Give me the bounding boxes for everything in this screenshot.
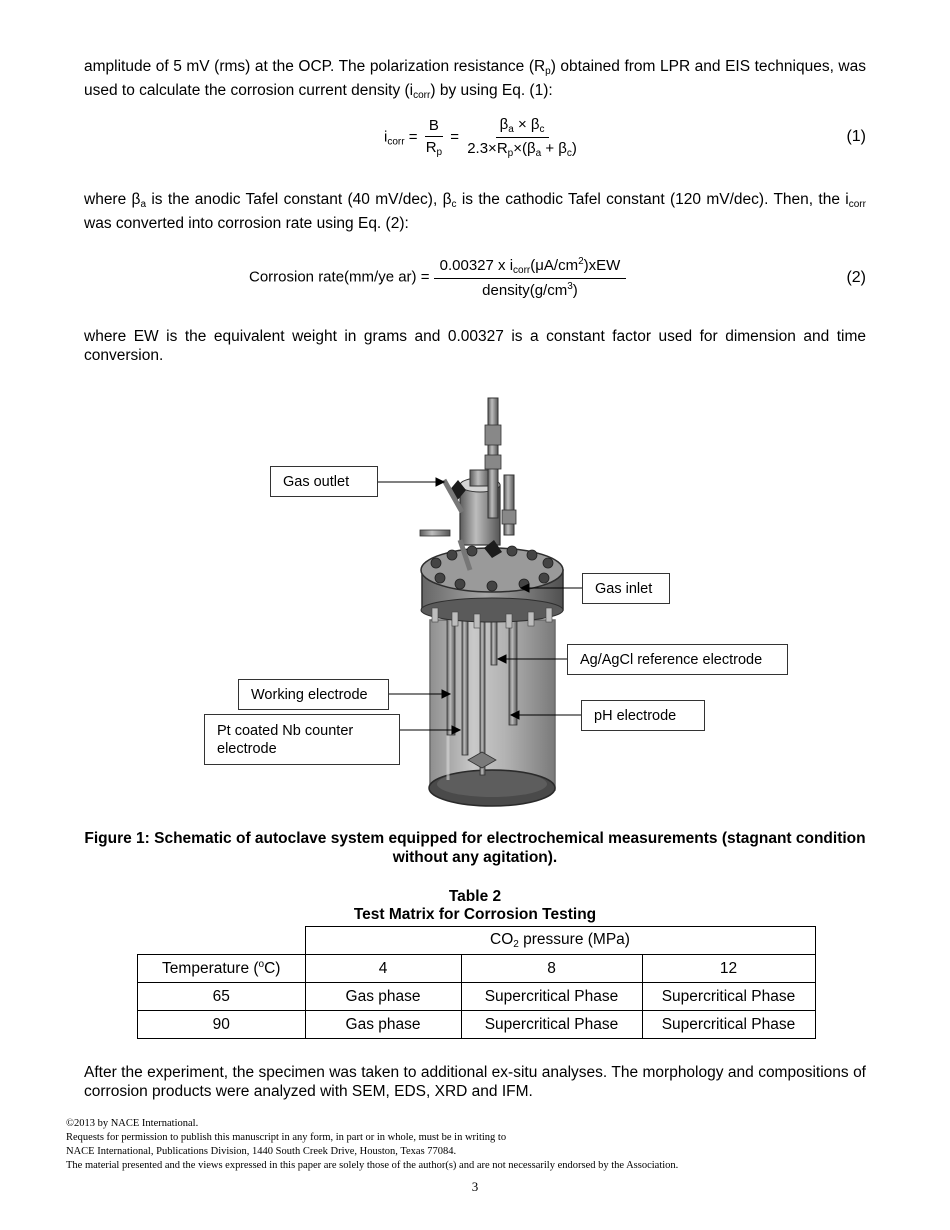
label-counter-electrode (204, 714, 400, 765)
eq-subscript: a (508, 124, 514, 135)
eq-text: β (499, 116, 509, 133)
eq-text: = (408, 128, 418, 146)
table-cell: Supercritical Phase (461, 983, 642, 1011)
page-number: 3 (471, 1179, 479, 1194)
empty-cell (138, 927, 306, 955)
temperature-header (138, 955, 306, 983)
fraction-b-over-rp (422, 117, 446, 158)
text: where β (84, 191, 141, 208)
eq-denominator (478, 279, 582, 299)
top-fittings (420, 398, 516, 570)
eq-text: 2.3×R (467, 140, 508, 157)
label-reference-electrode: Ag/AgCl reference electrode (567, 644, 788, 675)
eq-subscript: p (507, 148, 514, 159)
eq-text: 0.00327 x i (439, 257, 514, 274)
table-row (138, 955, 816, 983)
text: ) obtained from LPR and EIS techniques, was used to calculate the corrosion current density (i (84, 58, 866, 99)
text: Temperature ( (162, 960, 259, 977)
label-working-electrode: Working electrode (238, 679, 389, 710)
table-row (138, 927, 816, 955)
table-row (138, 1011, 816, 1039)
paragraph-analysis: After the experiment, the specimen was taken to additional ex-situ analyses. The morphology and compositions of corrosion products were analyzed with SEM, EDS, XRD and IFM. (84, 1064, 866, 1100)
subscript: a (140, 199, 147, 210)
test-matrix-table (137, 926, 816, 1039)
table-title: Table 2 (448, 888, 502, 905)
eq-text: × β (513, 116, 540, 133)
table-cell: Supercritical Phase (461, 1011, 642, 1039)
autoclave-figure (0, 380, 950, 815)
eq-text: density(g/cm (482, 282, 568, 299)
eq-text: = (450, 128, 460, 146)
subscript: corr (413, 90, 431, 101)
eq-text: Corrosion rate(mm/ye ar) = (249, 268, 430, 286)
eq-superscript: 3 (567, 281, 573, 292)
paragraph-ew: where EW is the equivalent weight in grams and 0.00327 is a constant factor used for dimension and time conversion. (84, 328, 866, 364)
eq-numerator: B (425, 117, 443, 137)
table-row (138, 983, 816, 1011)
text: C) (264, 960, 281, 977)
text: is the cathodic Tafel constant (120 mV/dec). Then, the i (456, 191, 849, 208)
fraction-tafel (463, 116, 581, 159)
subscript: c (451, 199, 457, 210)
footer-copyright: ©2013 by NACE International. (66, 1118, 199, 1129)
label-line: electrode (217, 740, 277, 757)
eq-text: ×(β (513, 140, 536, 157)
pressure-value: 8 (461, 955, 642, 983)
footer-disclaimer: The material presented and the views expressed in this paper are solely those of the author(s) and are not necessarily endorsed by the Association. (66, 1160, 679, 1171)
footer-address: NACE International, Publications Division, 1440 South Creek Drive, Houston, Texas 77084. (66, 1146, 457, 1157)
text: is the anodic Tafel constant (40 mV/dec), β (146, 191, 452, 208)
text: ) by using Eq. (1): (430, 82, 553, 99)
eq-numerator (496, 116, 549, 138)
eq-subscript: c (539, 124, 545, 135)
autoclave-head (421, 546, 563, 628)
eq-subscript: a (535, 148, 542, 159)
eq-text: + β (541, 140, 567, 157)
eq-text: i (384, 128, 388, 146)
eq-text: ) (572, 282, 578, 299)
eq-superscript: 2 (578, 256, 584, 267)
eq-subscript: p (436, 147, 443, 158)
table-cell: Gas phase (305, 1011, 461, 1039)
eq-text: (μA/cm (530, 257, 579, 274)
text: pressure (MPa) (518, 931, 630, 948)
eq-denominator (463, 138, 581, 159)
equation-2 (249, 256, 626, 299)
eq-text: )xEW (583, 257, 621, 274)
table-subtitle: Test Matrix for Corrosion Testing (353, 906, 597, 923)
equation-1 (384, 116, 581, 159)
eq-numerator (434, 256, 627, 279)
eq-denominator (422, 137, 446, 158)
eq-subscript: corr (387, 136, 405, 148)
text: amplitude of 5 mV (rms) at the OCP. The polarization resistance (R (84, 58, 546, 75)
subscript: corr (848, 199, 866, 210)
temperature-value: 65 (138, 983, 306, 1011)
subscript: p (545, 66, 551, 77)
eq-subscript: corr (513, 265, 531, 276)
figure-caption: Figure 1: Schematic of autoclave system equipped for electrochemical measurements (stagnant condition without any agitation). (84, 830, 866, 866)
table-cell: Gas phase (305, 983, 461, 1011)
fraction-corrosion-rate (434, 256, 627, 299)
pressure-value: 4 (305, 955, 461, 983)
subscript: 2 (513, 939, 519, 950)
superscript: o (258, 959, 265, 970)
text: was converted into corrosion rate using Eq. (2): (84, 215, 409, 232)
temperature-value: 90 (138, 1011, 306, 1039)
paragraph-tafel (84, 190, 866, 233)
table-cell: Supercritical Phase (642, 983, 815, 1011)
label-line: Pt coated Nb counter (217, 722, 354, 739)
footer-permissions: Requests for permission to publish this manuscript in any form, in part or in whole, must be in writing to (66, 1132, 507, 1143)
equation-1-number: (1) (846, 128, 866, 145)
label-gas-outlet: Gas outlet (270, 466, 378, 497)
eq-text: R (425, 139, 437, 156)
table-cell: Supercritical Phase (642, 1011, 815, 1039)
pressure-header (305, 927, 815, 955)
pressure-value: 12 (642, 955, 815, 983)
eq-text: ) (571, 140, 577, 157)
eq-subscript: c (566, 148, 572, 159)
label-ph-electrode: pH electrode (581, 700, 705, 731)
paragraph-intro (84, 57, 866, 105)
text: CO (490, 931, 514, 948)
equation-2-number: (2) (846, 269, 866, 286)
label-gas-inlet: Gas inlet (582, 573, 670, 604)
